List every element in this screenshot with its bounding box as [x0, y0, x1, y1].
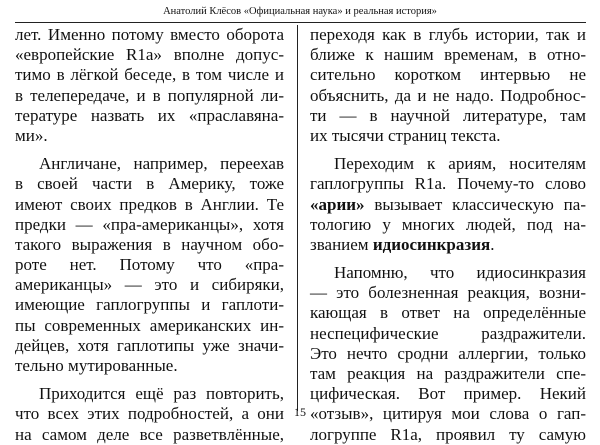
text-line: их тысячи страниц текста.: [310, 125, 501, 145]
text-line: Англичане, например, переехав: [39, 154, 284, 174]
right-column: [310, 25, 586, 445]
text-fragment: званием: [310, 234, 373, 254]
paragraph: [310, 25, 586, 146]
text-fragment: вызывает классическую па-: [364, 194, 586, 214]
text-line: там реакция на раздражители спе-: [310, 364, 586, 383]
text-line: Напомню, что идиосинкразия: [334, 263, 586, 283]
text-line: в своей части в Америку, тоже: [15, 174, 284, 194]
text-line: лет. Именно потому вместо оборота: [15, 25, 284, 44]
bold-term-idiosyncrasy: идиосинкразия: [372, 234, 491, 254]
text-line: что всех этих подробностей, а они: [15, 404, 284, 424]
text-line: тературе назвать их «праславяна-: [15, 105, 284, 125]
text-line: тологию у многих людей, под на-: [310, 214, 586, 234]
paragraph: [15, 25, 284, 146]
text-line: цифическая. Вот пример. Некий: [310, 384, 586, 404]
text-line: объяснить, да и не надо. Подробнос-: [310, 85, 586, 105]
text-fragment: .: [490, 234, 495, 254]
text-line: Переходим к ариям, носителям: [334, 154, 586, 174]
text-line: гаплогруппы R1a. Почему-то слово: [310, 174, 586, 194]
text-line: [310, 195, 586, 215]
text-line: такого выражения в научном обо-: [15, 234, 284, 254]
text-line: имеют своих предков в Англии. Те: [15, 194, 284, 214]
text-line: предки — «пра-американцы», хотя: [15, 214, 284, 234]
text-line: Это нечто сродни аллергии, только: [310, 343, 586, 363]
text-line: [310, 235, 586, 255]
text-line: роте нет. Потому что «пра-: [15, 255, 284, 275]
text-line: тельно мутированные.: [15, 356, 178, 375]
text-line: — это болезненная реакция, возни-: [310, 283, 586, 303]
text-line: кающая в ответ на определённые: [310, 303, 586, 323]
text-line: логруппе R1a, проявил ту самую: [310, 424, 586, 444]
page-number: 15: [294, 405, 306, 419]
text-line: ближе к нашим временам, в отно-: [310, 45, 586, 65]
text-line: переходя как в глубь истории, так и: [310, 25, 586, 44]
left-column: [15, 25, 284, 445]
text-line: американцы» — это и сибиряки,: [15, 275, 284, 295]
text-line: дейцев, хотя гаплотипы уже значи-: [15, 335, 284, 355]
text-line: Приходится ещё раз повторить,: [39, 384, 284, 404]
text-line: «отзыв», цитируя мои слова о гап-: [310, 404, 586, 424]
bold-term-arii: «арии»: [310, 194, 365, 214]
paragraph: [310, 154, 586, 255]
text-line: сительно коротком интервью не: [310, 65, 586, 85]
paragraph: [15, 154, 284, 376]
text-line: ми».: [15, 125, 48, 145]
running-header: Анатолий Клёсов «Официальная наука» и реальная история»: [163, 6, 437, 17]
column-divider: [297, 25, 298, 411]
text-line: пы современных американских ин-: [15, 315, 284, 335]
text-line: имеющие гаплогруппы и гаплоти-: [15, 295, 284, 315]
text-line: на самом деле все разветвлённые,: [15, 424, 284, 444]
text-line: в телепередаче, и в популярной ли-: [15, 85, 284, 105]
text-line: «европейские R1a» вполне допус-: [15, 45, 284, 65]
text-line: тимо в лёгкой беседе, в том числе и: [15, 65, 284, 85]
text-line: ти — в научной литературе, там: [310, 105, 586, 125]
header-rule: [15, 22, 586, 23]
text-line: неспецифические раздражители.: [310, 323, 586, 343]
